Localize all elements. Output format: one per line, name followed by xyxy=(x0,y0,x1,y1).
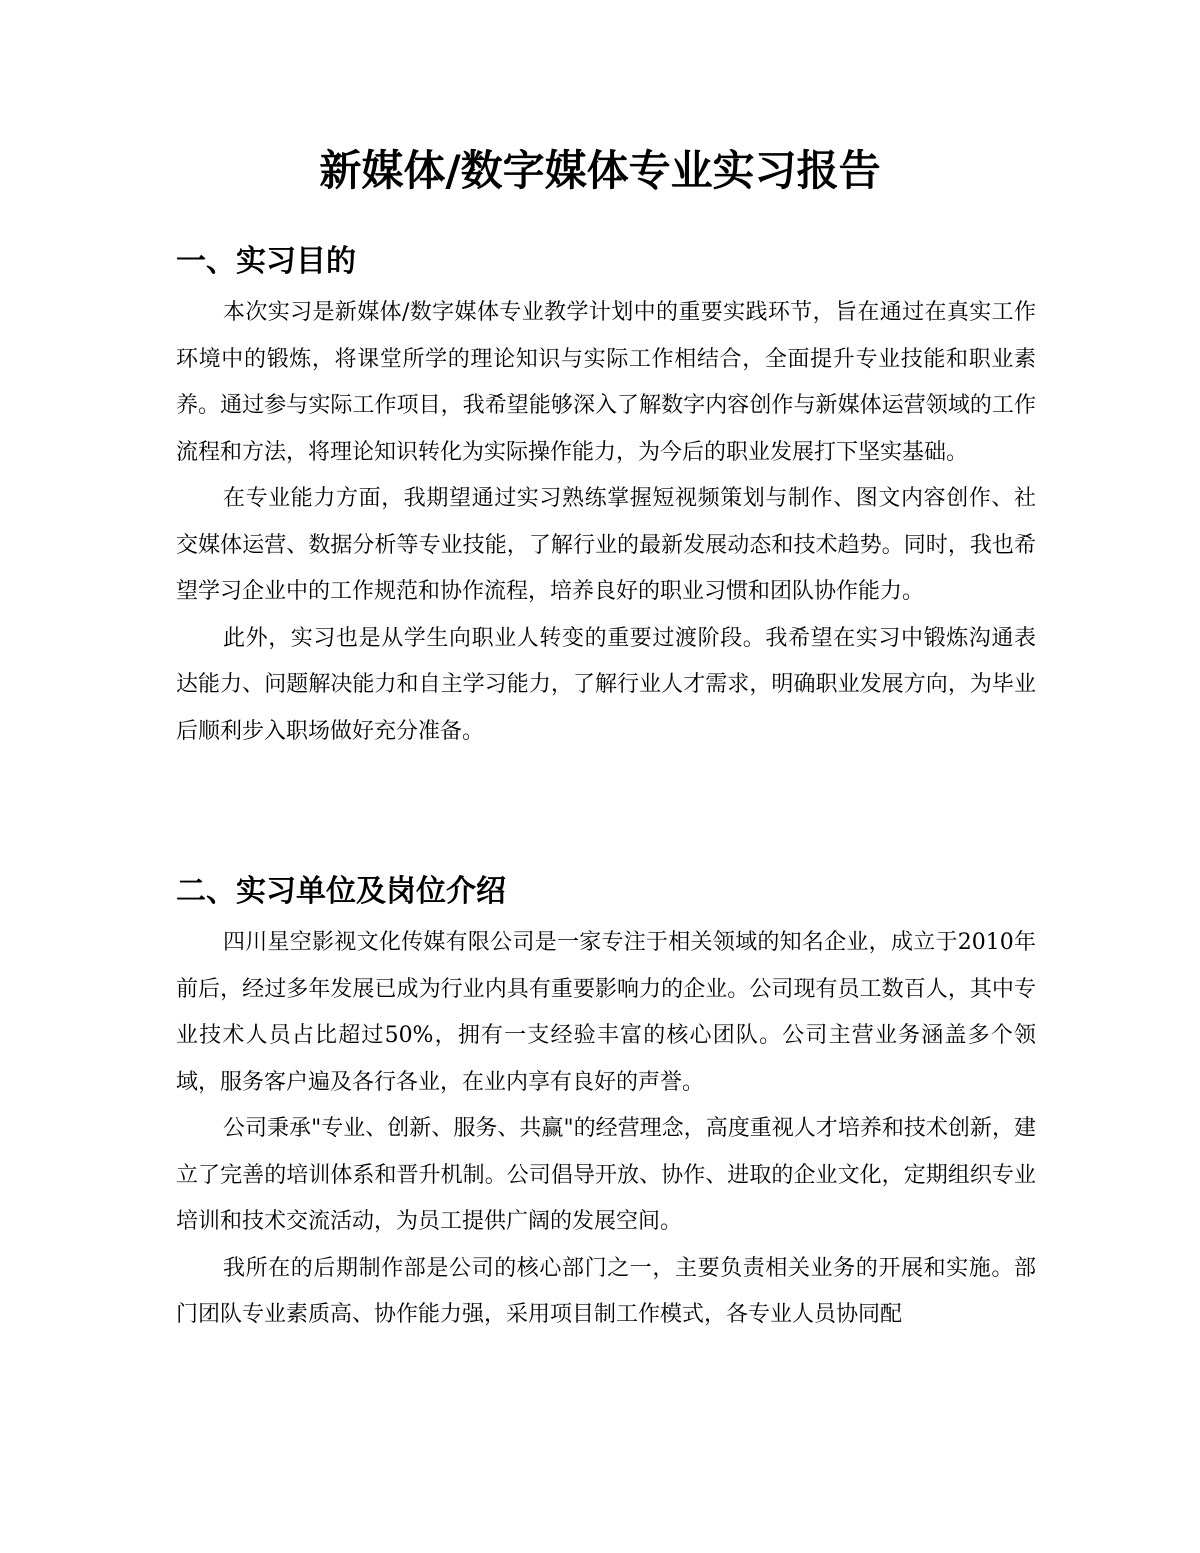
section-heading: 一、实习目的 xyxy=(176,244,356,279)
paragraph: 本次实习是新媒体/数字媒体专业教学计划中的重要实践环节，旨在通过在真实工作环境中的锻炼，将课堂所学的理论知识与实际工作相结合，全面提升专业技能和职业素养。通过参与实际工作项目，我希望能够深入了解数字内容创作与新媒体运营领域的工作流程和方法，将理论知识转化为实际操作能力，为今后的职业发展打下坚实基础。 xyxy=(176,300,1036,465)
section-internship-purpose xyxy=(176,240,1036,755)
section-company-and-position xyxy=(176,870,1036,1339)
paragraph: 四川星空影视文化传媒有限公司是一家专注于相关领域的知名企业，成立于2010年前后，经过多年发展已成为行业内具有重要影响力的企业。公司现有员工数百人，其中专业技术人员占比超过50%，拥有一支经验丰富的核心团队。公司主营业务涵盖多个领域，服务客户遍及各行各业，在业内享有良好的声誉。 xyxy=(176,930,1036,1095)
paragraph: 此外，实习也是从学生向职业人转变的重要过渡阶段。我希望在实习中锻炼沟通表达能力、问题解决能力和自主学习能力，了解行业人才需求，明确职业发展方向，为毕业后顺利步入职场做好充分准备。 xyxy=(176,625,1036,744)
paragraph: 公司秉承"专业、创新、服务、共赢"的经营理念，高度重视人才培养和技术创新，建立了完善的培训体系和晋升机制。公司倡导开放、协作、进取的企业文化，定期组织专业培训和技术交流活动，为员工提供广阔的发展空间。 xyxy=(176,1116,1036,1234)
paragraph: 在专业能力方面，我期望通过实习熟练掌握短视频策划与制作、图文内容创作、社交媒体运营、数据分析等专业技能，了解行业的最新发展动态和技术趋势。同时，我也希望学习企业中的工作规范和协作流程，培养良好的职业习惯和团队协作能力。 xyxy=(176,486,1036,604)
paragraph: 我所在的后期制作部是公司的核心部门之一，主要负责相关业务的开展和实施。部门团队专业素质高、协作能力强，采用项目制工作模式，各专业人员协同配 xyxy=(176,1255,1036,1327)
document-title: 新媒体/数字媒体专业实习报告 xyxy=(319,146,881,195)
section-heading: 二、实习单位及岗位介绍 xyxy=(176,874,506,909)
